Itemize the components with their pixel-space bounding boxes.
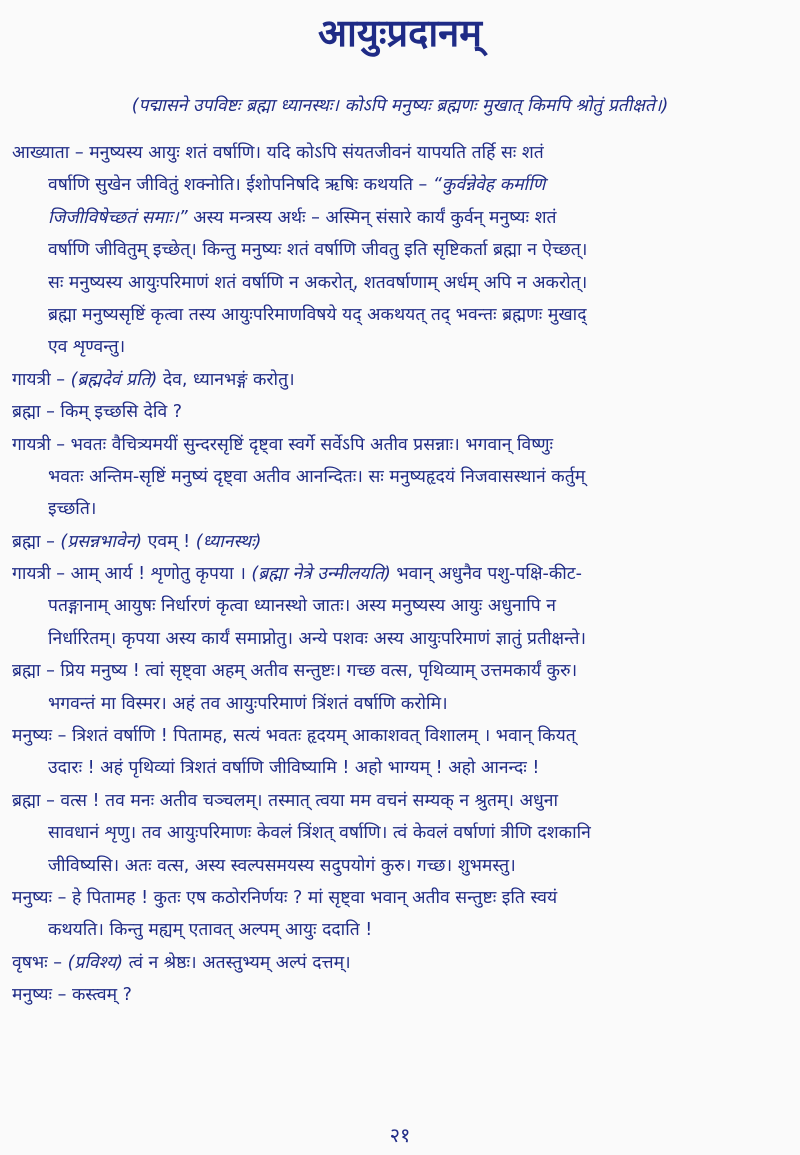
line-text: जीविष्यसि। अतः वत्स, अस्य स्वल्पसमयस्य सदुपयोगं कुरु। गच्छ। शुभमस्तु।	[48, 855, 516, 876]
line-text: मनुष्यः – कस्त्वम् ?	[12, 985, 132, 1006]
text-line	[12, 169, 788, 201]
line-text: उदारः ! अहं पृथिव्यां त्रिशतं वर्षाणि जीविष्यामि ! अहो भाग्यम् ! अहो आनन्दः !	[48, 758, 540, 779]
line-text: मनुष्यः – त्रिशतं वर्षाणि ! पितामह, सत्यं भवतः हृदयम् आकाशवत् विशालम् । भवान् कियत्	[12, 726, 576, 747]
text-line	[12, 979, 788, 1011]
italic-text: (प्रविश्य)	[67, 952, 124, 973]
page-title: आयुःप्रदानम्	[317, 11, 482, 55]
text-line	[12, 882, 788, 914]
text-line	[12, 234, 788, 266]
line-text: ब्रह्मा – वत्स ! तव मनः अतीव चञ्चलम्। तस्मात् त्वया मम वचनं सम्यक् न श्रुतम्। अधुना	[12, 790, 558, 811]
line-text: वृषभः –	[12, 952, 68, 973]
line-text: भवतः अन्तिम-सृष्टिं मनुष्यं दृष्ट्वा अतीव आनन्दितः। सः मनुष्यहृदयं निजवासस्थानं कर्तुम्	[48, 466, 586, 487]
text-line	[12, 817, 788, 849]
text-line	[12, 526, 788, 558]
line-text: वर्षाणि सुखेन जीवितुं शक्नोति। ईशोपनिषदि ऋषिः कथयति –	[48, 175, 433, 196]
text-line	[12, 558, 788, 590]
line-text: गायत्री – भवतः वैचित्र्यमयीं सुन्दरसृष्टिं दृष्ट्वा स्वर्गे सर्वेऽपि अतीव प्रसन्नाः। भगवान् विष्णुः	[12, 434, 554, 455]
text-line	[12, 364, 788, 396]
text-line	[12, 590, 788, 622]
line-text: देव, ध्यानभङ्गं करोतु।	[157, 369, 295, 390]
line-text: मनुष्यः – हे पितामह ! कुतः एष कठोरनिर्णयः ? मां सृष्ट्वा भवान् अतीव सन्तुष्टः इति स्वयं	[12, 887, 558, 908]
line-text: गायत्री –	[12, 369, 71, 390]
line-text: गायत्री – आम् आर्य ! शृणोतु कृपया ।	[12, 564, 252, 585]
text-line	[12, 752, 788, 784]
italic-text: (प्रसन्नभावेन)	[60, 531, 143, 552]
line-text: कथयति। किन्तु मह्यम् एतावत् अल्पम् आयुः ददाति !	[48, 920, 373, 941]
line-text: आख्याता – मनुष्यस्य आयुः शतं वर्षाणि। यदि कोऽपि संयतजीवनं यापयति तर्हि सः शतं	[12, 143, 544, 163]
opening-stage-direction: (पद्मासने उपविष्टः ब्रह्मा ध्यानस्थः। कोऽपि मनुष्यः ब्रह्मणः मुखात् किमपि श्रोतुं प्रतीक्षते।)	[131, 96, 669, 116]
line-text: वर्षाणि जीवितुम् इच्छेत्। किन्तु मनुष्यः शतं वर्षाणि जीवतु इति सृष्टिकर्ता ब्रह्मा न ऐच्छत्।	[48, 240, 588, 261]
text-line	[12, 331, 788, 363]
line-text: ब्रह्मा मनुष्यसृष्टिं कृत्वा तस्य आयुःपरिमाणविषये यद् अकथयत् तद् भवन्तः ब्रह्मणः मुखाद्	[48, 304, 587, 325]
italic-text: (ब्रह्मदेवं प्रति)	[70, 369, 158, 390]
line-text: त्वं न श्रेष्ठः। अतस्तुभ्यम् अल्पं दत्तम्।	[123, 952, 351, 973]
line-text: अस्य मन्त्रस्य अर्थः – अस्मिन् संसारे कार्यं कुर्वन् मनुष्यः शतं	[187, 207, 557, 228]
text-line	[12, 461, 788, 493]
line-text: सावधानं शृणु। तव आयुःपरिमाणः केवलं त्रिंशत् वर्षाणि। त्वं केवलं वर्षाणां त्रीणि दशकानि	[48, 823, 591, 844]
line-text: पतङ्गानाम् आयुषः निर्धारणं कृत्वा ध्यानस्थो जातः। अस्य मनुष्यस्य आयुः अधुनापि न	[48, 596, 557, 617]
text-line	[12, 299, 788, 331]
text-line	[12, 850, 788, 882]
italic-text: “कुर्वन्नेवेह कर्माणि	[432, 175, 546, 196]
dialogue-text	[12, 137, 788, 1012]
text-line	[12, 720, 788, 752]
text-line	[12, 688, 788, 720]
line-text: एव शृण्वन्तु।	[48, 337, 126, 358]
page-number: २१	[389, 1123, 411, 1147]
text-line	[12, 947, 788, 979]
line-text: ब्रह्मा – प्रिय मनुष्य ! त्वां सृष्ट्वा अहम् अतीव सन्तुष्टः। गच्छ वत्स, पृथिव्याम् उत्तमकार्यं कुरु।	[12, 661, 578, 682]
line-text: सः मनुष्यस्य आयुःपरिमाणं शतं वर्षाणि न अकरोत्, शतवर्षाणाम् अर्धम् अपि न अकरोत्।	[48, 272, 588, 293]
text-line	[12, 429, 788, 461]
text-line	[12, 785, 788, 817]
text-line	[12, 396, 788, 428]
line-text: भगवन्तं मा विस्मर। अहं तव आयुःपरिमाणं त्रिंशतं वर्षाणि करोमि।	[48, 693, 448, 714]
line-text: एवम् !	[142, 531, 196, 552]
italic-text: (ध्यानस्थः)	[195, 531, 262, 552]
italic-text: (ब्रह्मा नेत्रे उन्मीलयति)	[251, 564, 391, 585]
text-line	[12, 623, 788, 655]
text-line	[12, 267, 788, 299]
line-text: निर्धारितम्। कृपया अस्य कार्यं समाप्नोतु। अन्ये पशवः अस्य आयुःपरिमाणं ज्ञातुं प्रतीक्षन्ते।	[48, 628, 587, 649]
text-line	[12, 202, 788, 234]
italic-text: जिजीविषेच्छतं समाः।”	[48, 207, 188, 228]
text-line	[12, 914, 788, 946]
text-line	[12, 493, 788, 525]
line-text: भवान् अधुनैव पशु-पक्षि-कीट-	[390, 564, 582, 585]
text-line	[12, 137, 788, 169]
text-line	[12, 655, 788, 687]
line-text: ब्रह्मा – किम् इच्छसि देवि ?	[12, 402, 183, 423]
line-text: इच्छति।	[48, 499, 97, 520]
line-text: ब्रह्मा –	[12, 531, 61, 552]
